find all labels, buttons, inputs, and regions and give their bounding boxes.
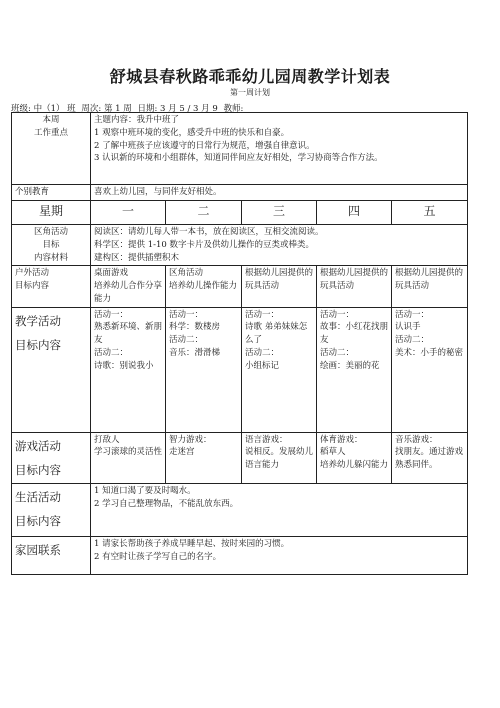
area-line: 科学区：提供 1-10 数字卡片及供幼儿操作的豆类或棒类。 [94, 239, 315, 250]
teaching-text: 故事：小红花找朋友 [320, 322, 389, 345]
focus-item: 3 认识新的环境和小组群体，知道同伴间应友好相处，学习协商等合作方法。 [94, 153, 383, 164]
teaching-cell-wed [242, 307, 317, 432]
outdoor-text: 培养幼儿操作能力 [169, 281, 238, 291]
focus-row [12, 113, 468, 185]
weekday-thu: 四 [317, 201, 392, 225]
teaching-text: 活动一： [320, 309, 355, 320]
life-label: 生活活动 [15, 489, 61, 504]
home-content-cell [91, 536, 468, 574]
focus-content-cell [91, 113, 468, 185]
life-item: 2 学习自己整理物品，不能乱放东西。 [94, 498, 239, 509]
focus-label-cell [12, 113, 91, 185]
teaching-cell-thu [317, 307, 392, 432]
outdoor-text: 根据幼儿园提供的玩具活动 [245, 268, 314, 291]
area-line: 建构区：提供插塑积木 [94, 252, 180, 263]
home-label: 家园联系 [12, 536, 91, 574]
teaching-text: 活动一： [169, 309, 204, 320]
game-text: 走迷宫 [169, 447, 195, 458]
game-cell-tue [166, 432, 242, 483]
game-label: 目标内容 [15, 462, 61, 477]
outdoor-cell-wed [242, 266, 317, 307]
focus-item: 2 了解中班孩子应该遵守的日常行为规范，增强自律意识。 [94, 140, 315, 151]
teaching-text: 活动二： [395, 335, 430, 345]
teaching-label: 目标内容 [15, 337, 61, 352]
teaching-text: 活动二： [94, 347, 129, 358]
area-line: 阅读区：请幼儿每人带一本书，放在阅读区，互相交流阅读。 [94, 227, 324, 237]
weekday-fri: 五 [392, 201, 468, 225]
weekday-header-row [12, 201, 468, 225]
date-label: 日期: 3 月 5 / 3 月 9 [137, 104, 218, 114]
teaching-text: 活动一： [94, 309, 129, 320]
outdoor-cell-mon [91, 266, 166, 307]
home-item: 2 有空时让孩子学写自己的名字。 [94, 551, 222, 562]
outdoor-text: 根据幼儿园提供的玩具活动 [320, 268, 389, 291]
game-cell-thu [317, 432, 392, 483]
teaching-text: 绘画：美丽的花 [320, 360, 380, 371]
game-text: 体育游戏： [320, 434, 363, 445]
life-label: 目标内容 [15, 513, 61, 528]
focus-item: 1 观察中班环境的变化，感受升中班的快乐和自豪。 [94, 127, 290, 138]
teaching-text: 活动二： [169, 335, 204, 345]
teaching-cell-tue [166, 307, 242, 432]
game-label-cell [12, 432, 91, 483]
week-label: 周次: 第 1 周 [81, 104, 132, 114]
life-item: 1 知道口渴了要及时喝水。 [94, 485, 196, 496]
teaching-text: 诗歌：别说我小 [94, 360, 154, 371]
life-content-cell [91, 483, 468, 536]
weekday-label: 星期 [12, 201, 91, 225]
home-row [12, 536, 468, 574]
area-label: 区角活动 [33, 227, 68, 237]
teaching-text: 小组标记 [245, 360, 280, 371]
game-text: 找朋友。通过游戏熟悉同伴。 [395, 447, 464, 470]
game-text: 打敌人 [94, 434, 120, 445]
weekday-wed: 三 [242, 201, 317, 225]
individual-content: 喜欢上幼儿园，与同伴友好相处。 [91, 185, 468, 201]
game-cell-mon [91, 432, 166, 483]
teaching-text: 熟悉新环境、新朋友 [94, 322, 163, 345]
home-item: 1 请家长帮助孩子养成早睡早起、按时来园的习惯。 [94, 538, 290, 549]
individual-label: 个别教育 [12, 185, 91, 201]
game-text: 学习滚球的灵活性 [94, 447, 163, 458]
game-text: 稻草人 [320, 447, 346, 458]
individual-row [12, 185, 468, 201]
class-label: 班级: 中（1） 班 [11, 104, 76, 114]
teaching-text: 诗歌 弟弟妹妹怎么了 [245, 322, 308, 345]
teaching-label-cell [12, 307, 91, 432]
outdoor-cell-tue [166, 266, 242, 307]
outdoor-text: 桌面游戏 [94, 268, 129, 279]
life-label-cell [12, 483, 91, 536]
teaching-text: 美术：小手的秘密 [395, 347, 464, 358]
game-label: 游戏活动 [15, 438, 61, 453]
teaching-text: 活动一： [245, 309, 280, 320]
game-text: 说相反。发展幼儿语言能力 [245, 447, 314, 470]
outdoor-cell-thu [317, 266, 392, 307]
game-cell-wed [242, 432, 317, 483]
teaching-text: 音乐：滑滑梯 [169, 347, 221, 358]
game-text: 语言游戏： [245, 434, 288, 445]
focus-theme: 主题内容：我升中班了 [94, 115, 180, 125]
game-row [12, 432, 468, 483]
focus-label-focus: 工作重点 [33, 127, 68, 138]
focus-label-week: 本周 [42, 115, 60, 125]
teaching-row [12, 307, 468, 432]
outdoor-label-cell [12, 266, 91, 307]
teaching-cell-mon [91, 307, 166, 432]
game-text: 培养幼儿躲闪能力 [320, 460, 389, 470]
weekday-tue: 二 [166, 201, 242, 225]
game-cell-fri [392, 432, 468, 483]
teaching-text: 活动二： [320, 347, 355, 358]
outdoor-text: 根据幼儿园提供的玩具活动 [395, 268, 464, 291]
teaching-label: 教学活动 [15, 313, 61, 328]
outdoor-label: 户外活动 [15, 268, 50, 279]
weekday-mon: 一 [91, 201, 166, 225]
teaching-text: 认识手 [395, 322, 421, 333]
outdoor-row [12, 266, 468, 307]
outdoor-text: 培养幼儿合作分享能力 [94, 281, 163, 304]
area-activity-row [12, 225, 468, 266]
game-text: 智力游戏： [169, 434, 212, 445]
teaching-text: 活动一： [395, 309, 430, 320]
area-label: 内容材料 [33, 252, 68, 263]
outdoor-text: 区角活动 [169, 268, 204, 279]
outdoor-cell-fri [392, 266, 468, 307]
teaching-text: 活动二： [245, 347, 280, 358]
teaching-text: 科学：数楼房 [169, 322, 221, 333]
area-content-cell [91, 225, 468, 266]
outdoor-label: 目标内容 [15, 281, 50, 291]
teaching-cell-fri [392, 307, 468, 432]
page-title: 舒城县春秋路乖乖幼儿园周教学计划表 [109, 67, 391, 86]
area-label-cell [12, 225, 91, 266]
game-text: 音乐游戏： [395, 434, 438, 445]
life-row [12, 483, 468, 536]
page-subtitle: 第一周计划 [230, 88, 270, 97]
weekly-plan-table [11, 112, 468, 575]
area-label: 目标 [42, 239, 60, 250]
teacher-label: 教师: [223, 104, 244, 114]
